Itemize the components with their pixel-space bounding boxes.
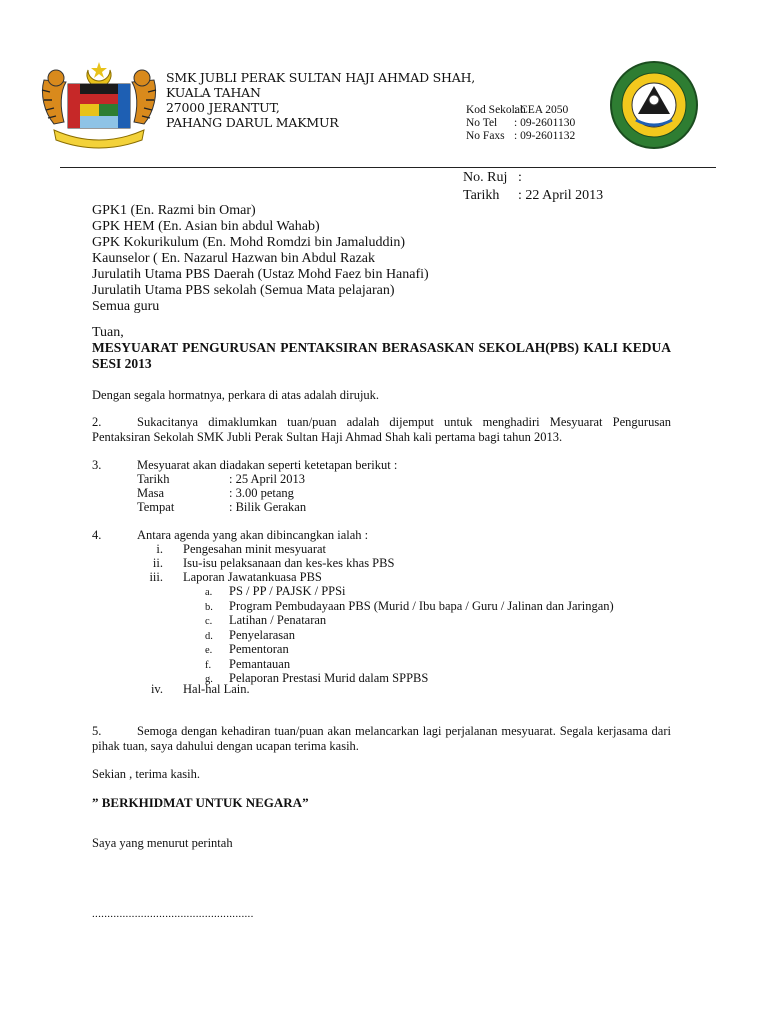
date-label: Tarikh — [463, 188, 500, 203]
paragraph-4 — [92, 528, 671, 543]
detail-value: : 25 April 2013 — [229, 472, 306, 486]
contact-label: No Faxs — [466, 130, 505, 142]
school-address-line: PAHANG DARUL MAKMUR — [166, 115, 339, 130]
list-item — [205, 585, 614, 600]
detail-label: Tarikh — [137, 472, 170, 486]
list-item — [137, 570, 394, 584]
agenda-last-item — [137, 682, 250, 696]
paragraph-5 — [92, 724, 671, 753]
fax-row — [466, 130, 575, 143]
salutation: Tuan, — [92, 325, 124, 340]
item-text: Program Pembudayaan PBS (Murid / Ibu bapa / Guru / Jalinan dan Jaringan) — [229, 598, 614, 613]
item-letter: g. — [205, 674, 213, 685]
list-item — [137, 556, 394, 570]
recipient-list — [92, 203, 429, 315]
paragraph-number: 4. — [92, 528, 102, 542]
signature-line: ..................................................... — [92, 908, 254, 920]
item-text: Hal-hal Lain. — [183, 682, 250, 696]
school-logo-icon — [608, 60, 700, 150]
item-letter: a. — [205, 587, 213, 598]
letter-title: MESYUARAT PENGURUSAN PENTAKSIRAN BERASASKAN SEKOLAH(PBS) KALI KEDUA SESI 2013 — [92, 340, 671, 371]
detail-label: Tempat — [137, 500, 175, 514]
phone-row — [466, 117, 575, 130]
item-letter: f. — [205, 659, 212, 671]
school-name-block — [166, 70, 475, 130]
paragraph-3 — [92, 458, 671, 473]
header-divider — [60, 167, 716, 168]
school-name-line: SMK JUBLI PERAK SULTAN HAJI AHMAD SHAH, — [166, 70, 476, 85]
paragraph-2 — [92, 415, 671, 444]
school-code-row — [466, 104, 575, 117]
motto: ” BERKHIDMAT UNTUK NEGARA” — [92, 795, 309, 810]
item-letter: b. — [205, 601, 213, 613]
item-numeral: iii. — [149, 570, 163, 584]
list-item — [205, 629, 614, 644]
list-item — [205, 672, 614, 687]
contact-value: : CEA 2050 — [514, 104, 569, 116]
agenda-list — [137, 542, 394, 584]
detail-label: Masa — [137, 486, 165, 500]
item-text: Laporan Jawatankuasa PBS — [183, 570, 322, 584]
contact-value: : 09-2601130 — [514, 117, 576, 129]
recipient-line: Kaunselor ( En. Nazarul Hazwan bin Abdul Razak — [92, 251, 376, 266]
paragraph-number: 3. — [92, 458, 102, 472]
item-numeral: i. — [156, 542, 163, 556]
detail-value: : Bilik Gerakan — [229, 500, 307, 514]
coat-of-arms-icon — [38, 60, 160, 152]
list-item — [205, 600, 614, 615]
paragraph-text: Semoga dengan kehadiran tuan/puan akan melancarkan lagi perjalanan mesyuarat. Segala kerjasama dari pihak tuan, saya dahului dengan ucapan terima kasih. — [92, 724, 671, 753]
item-text: Pelaporan Prestasi Murid dalam SPPBS — [229, 671, 429, 685]
item-letter: d. — [205, 630, 213, 642]
school-address-line: KUALA TAHAN — [166, 85, 261, 100]
ref-label: No. Ruj — [463, 170, 508, 185]
item-text: Pementoran — [229, 642, 289, 656]
school-address-line: 27000 JERANTUT, — [166, 100, 280, 115]
item-numeral: ii. — [152, 556, 163, 570]
contact-label: No Tel — [466, 117, 498, 129]
item-letter: e. — [205, 645, 213, 656]
item-text: Penyelarasan — [229, 627, 295, 642]
recipient-line: GPK HEM (En. Asian bin abdul Wahab) — [92, 219, 320, 234]
meeting-details — [137, 472, 306, 514]
detail-value: : 3.00 petang — [229, 486, 294, 500]
list-item — [137, 542, 394, 556]
paragraph-number: 5. — [92, 724, 102, 738]
intro-paragraph: Dengan segala hormatnya, perkara di atas adalah dirujuk. — [92, 388, 380, 402]
item-text: Isu-isu pelaksanaan dan kes-kes khas PBS — [183, 556, 395, 570]
recipient-line: GPK Kokurikulum (En. Mohd Romdzi bin Jamaluddin) — [92, 235, 406, 250]
paragraph-text: Sukacitanya dimaklumkan tuan/puan adalah dijemput untuk menghadiri Mesyuarat Pengurusan Pentaksiran Sekolah SMK Jubli Perak Sultan Haji Ahmad Shah kali pertama bagi tahun 2013. — [92, 415, 671, 444]
list-item — [137, 682, 250, 696]
list-item — [205, 658, 614, 673]
item-text: Pemantauan — [229, 656, 291, 671]
item-text: Latihan / Penataran — [229, 613, 327, 627]
contact-block — [466, 104, 575, 143]
paragraph-text: Mesyuarat akan diadakan seperti ketetapan berikut : — [137, 458, 398, 472]
recipient-line: Jurulatih Utama PBS Daerah (Ustaz Mohd Faez bin Hanafi) — [92, 267, 429, 282]
reference-block — [463, 169, 603, 205]
contact-value: : 09-2601132 — [514, 130, 576, 142]
sub-agenda-list — [205, 585, 614, 687]
item-numeral: iv. — [150, 682, 163, 696]
contact-label: Kod Sekolah — [466, 104, 526, 116]
date-value: : 22 April 2013 — [518, 188, 604, 203]
recipient-line: Semua guru — [92, 299, 160, 314]
recipient-line: GPK1 (En. Razmi bin Omar) — [92, 203, 256, 218]
sign-off: Saya yang menurut perintah — [92, 836, 233, 850]
closing-line: Sekian , terima kasih. — [92, 767, 200, 781]
paragraph-text: Antara agenda yang akan dibincangkan ialah : — [137, 528, 369, 542]
ref-value: : — [518, 170, 522, 185]
list-item — [205, 643, 614, 658]
list-item — [205, 614, 614, 629]
paragraph-number: 2. — [92, 415, 102, 429]
item-text: PS / PP / PAJSK / PPSi — [229, 584, 346, 598]
item-text: Pengesahan minit mesyuarat — [183, 542, 327, 556]
recipient-line: Jurulatih Utama PBS sekolah (Semua Mata pelajaran) — [92, 283, 395, 298]
item-letter: c. — [205, 616, 213, 627]
